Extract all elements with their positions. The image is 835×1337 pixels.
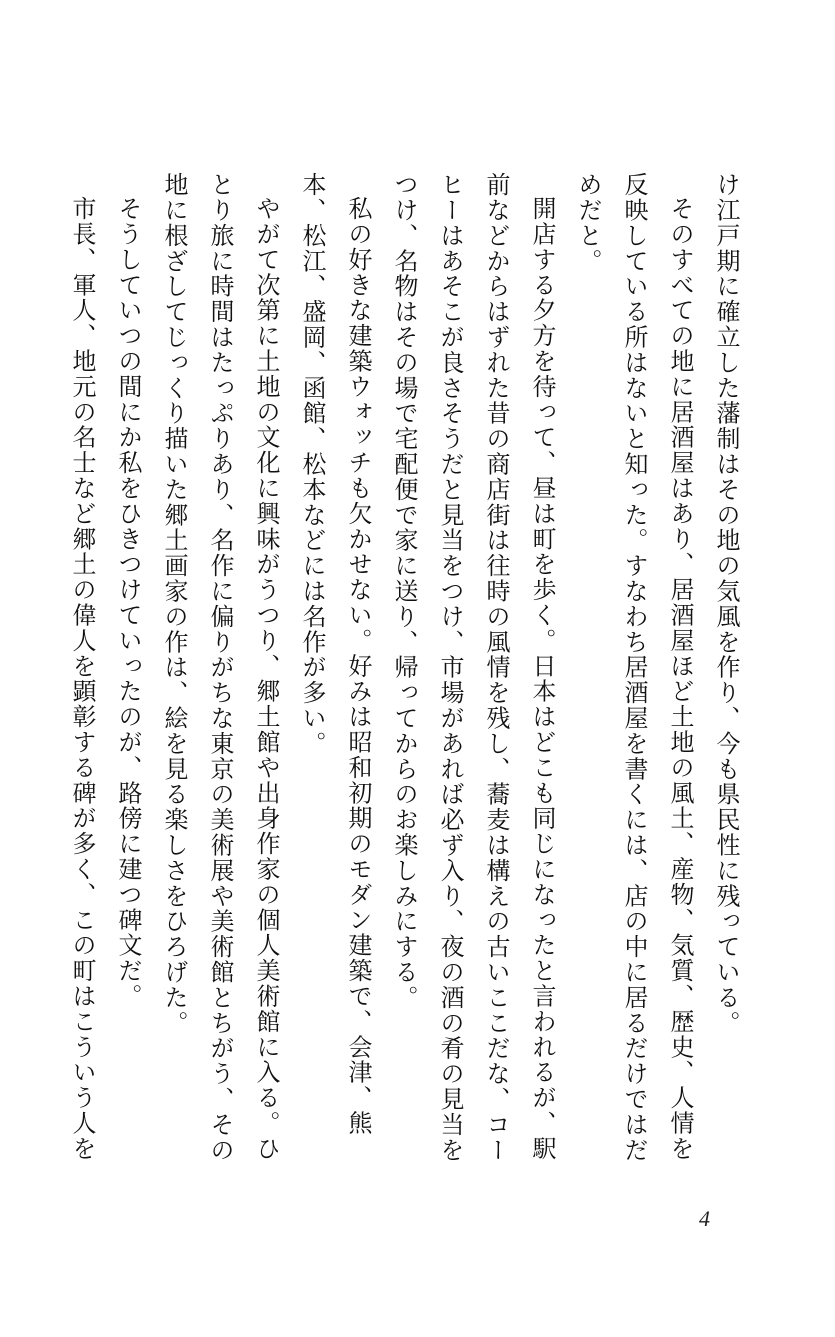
paragraph-continuing: 市長、軍人、地元の名士など郷土の偉人を顕彰する碑が多く、この町はこういう人を bbox=[68, 196, 96, 1162]
paragraph: 私の好きな建築ウォッチも欠かせない。好みは昭和初期のモダン建築で、会津、熊本、松江、盛岡、函館、松本などには名作が多い。 bbox=[298, 172, 372, 1136]
vertical-body-text bbox=[68, 172, 749, 1172]
paragraph-continued: け江戸期に確立した藩制はその地の気風を作り、今も県民性に残っている。 bbox=[712, 172, 740, 1036]
paragraph: そうしていつの間にか私をひきつけていったのが、路傍に建つ碑文だ。 bbox=[114, 196, 142, 1009]
paragraph: 開店する夕方を待って、昼は町を歩く。日本はどこも同じになったと言われるが、駅前などからはずれた昔の商店街は往時の風情を残し、蕎麦は構えの古いここだな、コーヒーはあそこが良さそうだと見当をつけ、市場があれば必ず入り、夜の酒の肴の見当をつけ、名物はその場で宅配便で家に送り、帰ってからのお楽しみにする。 bbox=[390, 172, 556, 1163]
page-number: 4 bbox=[699, 1206, 710, 1231]
paragraph: そのすべての地に居酒屋はあり、居酒屋ほど土地の風土、産物、気質、歴史、人情を反映している所はないと知った。すなわち居酒屋を書くには、店の中に居るだけではだめだと。 bbox=[574, 172, 694, 1163]
paragraph: やがて次第に土地の文化に興味がうつり、郷土館や出身作家の個人美術館に入る。ひとり旅に時間はたっぷりあり、名作に偏りがちな東京の美術展や美術館とちがう、その地に根ざしてじっくり描いた郷土画家の作は、絵を見る楽しさをひろげた。 bbox=[160, 172, 280, 1163]
